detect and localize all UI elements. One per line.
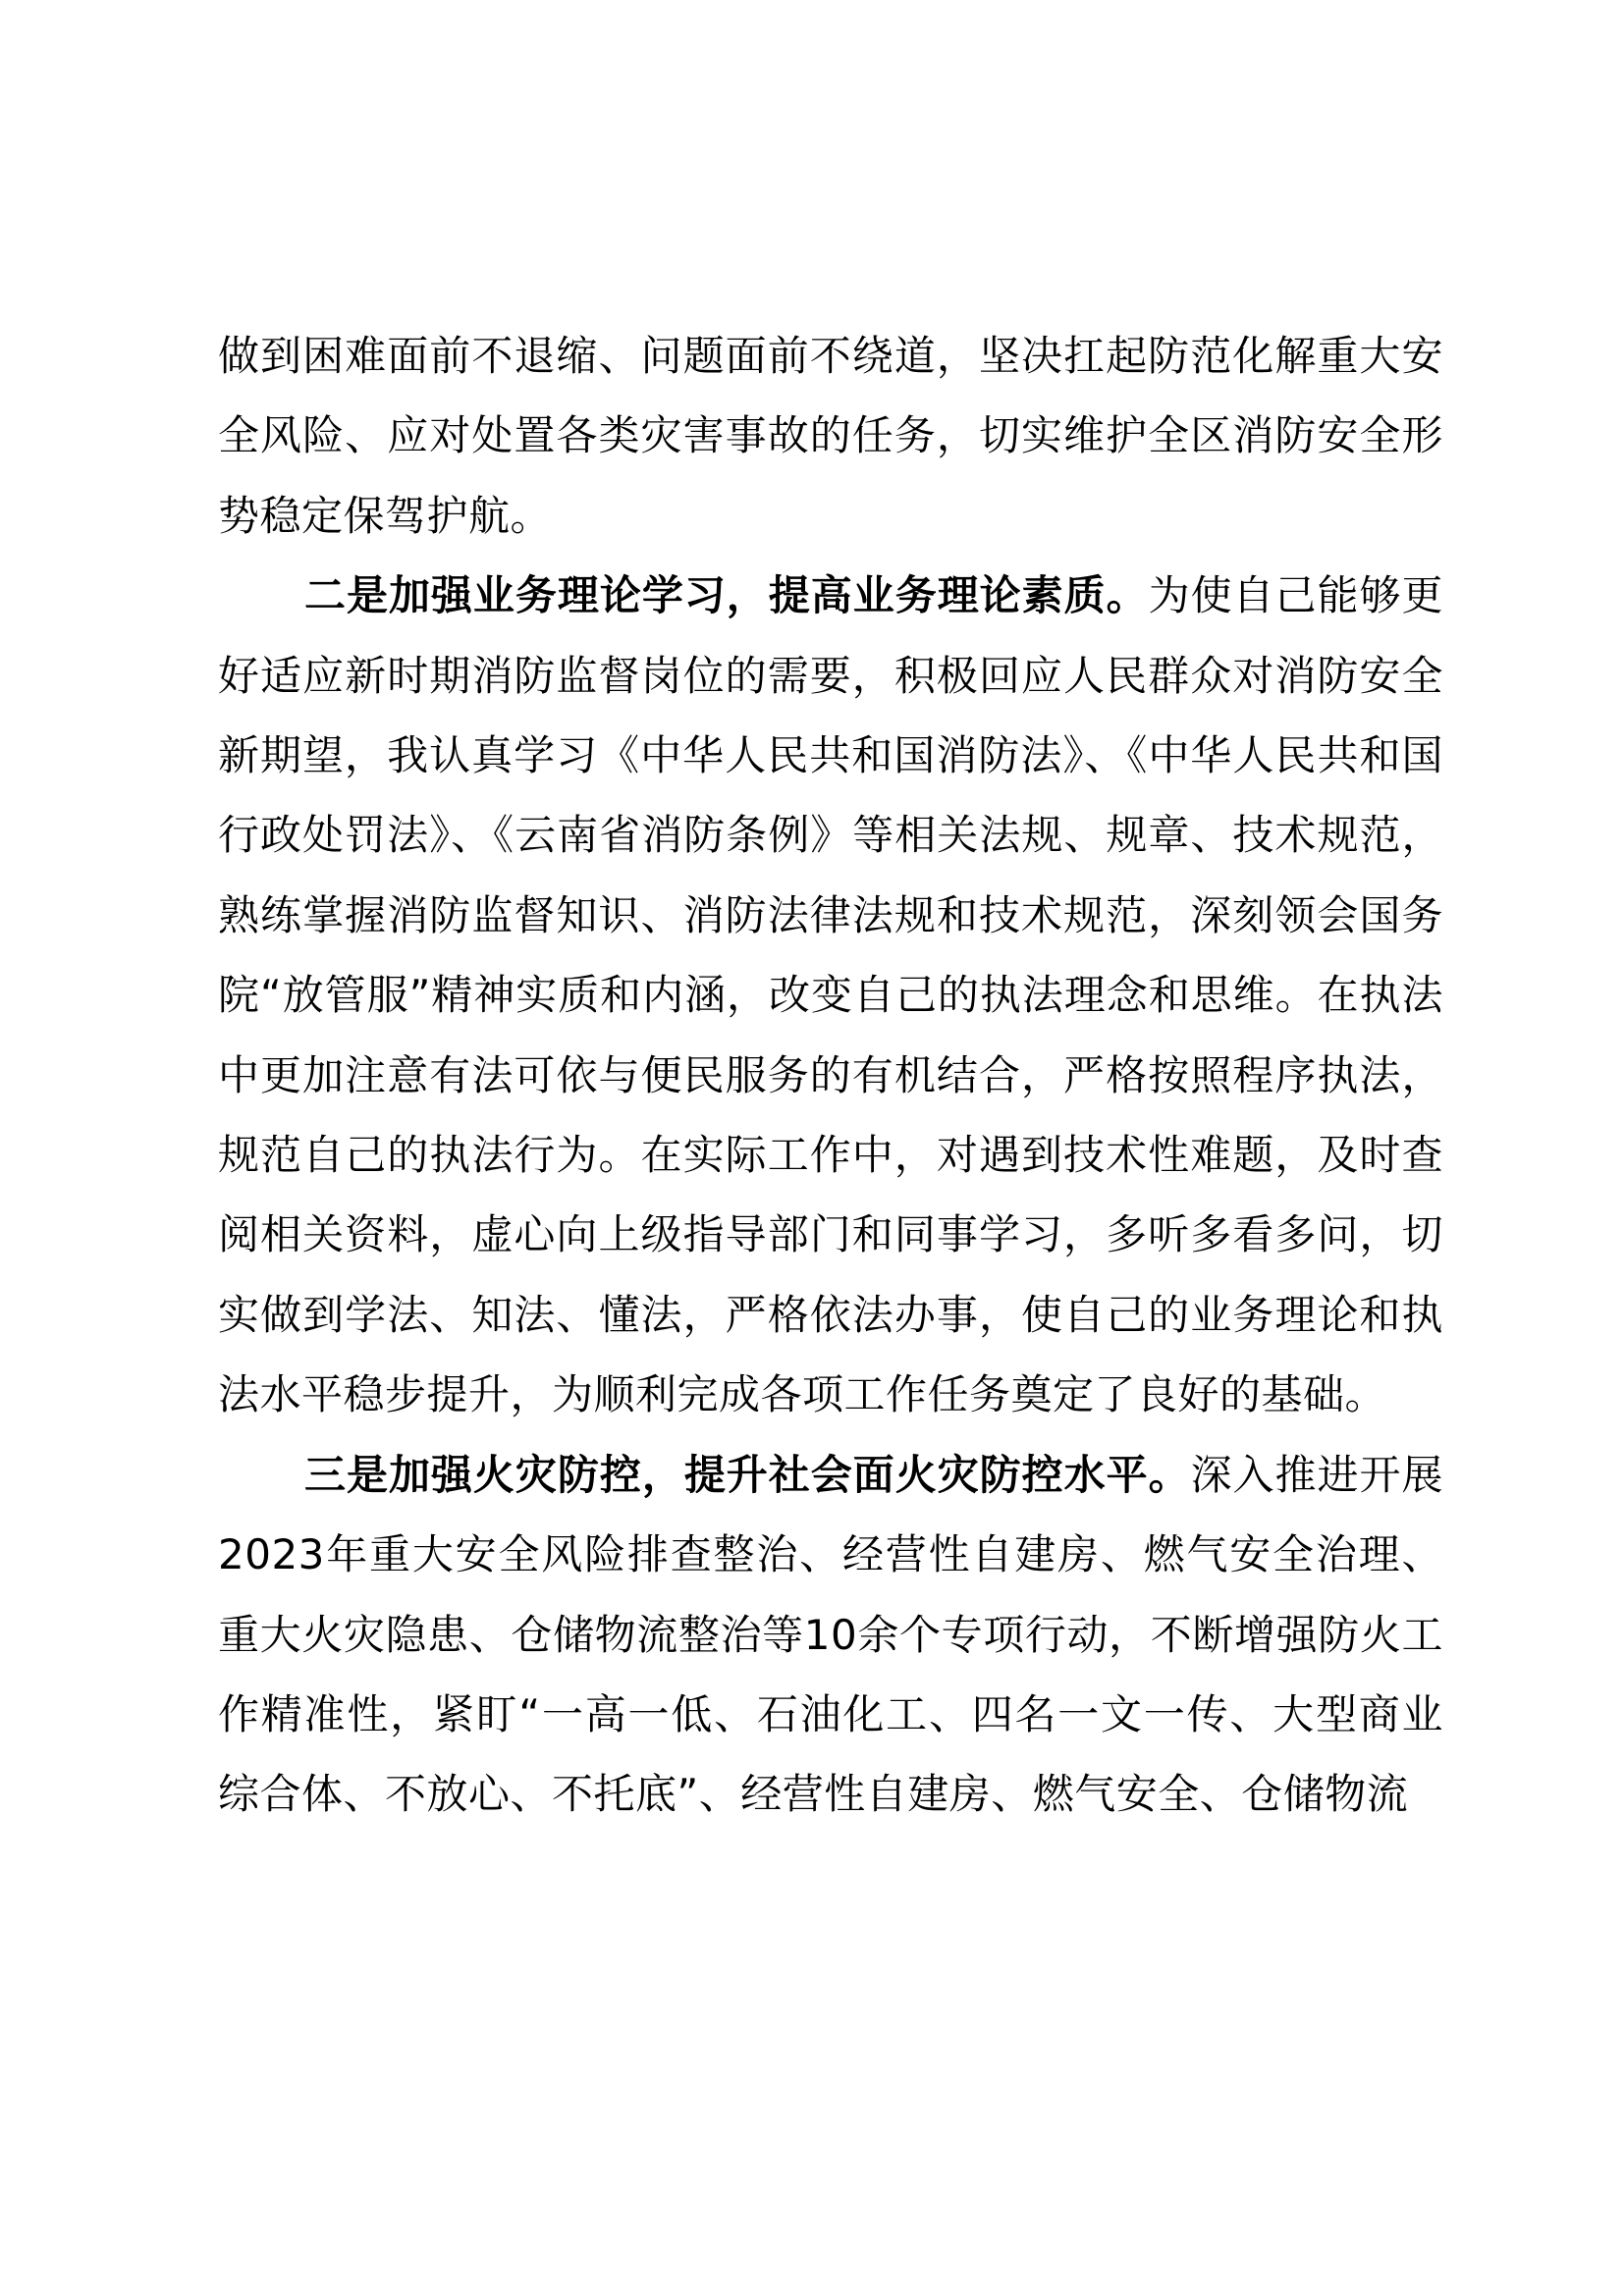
- paragraph-fire-prevention: [218, 1435, 1443, 1835]
- paragraph-continuation: [218, 316, 1443, 556]
- paragraph-heading: 二是加强业务理论学习，提高业务理论素质。: [304, 571, 1149, 620]
- paragraph-heading: 三是加强火灾防控，提升社会面火灾防控水平。: [304, 1450, 1191, 1499]
- document-page: [218, 316, 1443, 1835]
- paragraph-body: 为使自己能够更好适应新时期消防监督岗位的需要，积极回应人民群众对消防安全新期望，我认真学习《中华人民共和国消防法》、《中华人民共和国行政处罚法》、《云南省消防条例》等相关法规、规章、技术规范，熟练掌握消防监督知识、消防法律法规和技术规范，深刻领会国务院“放管服”精神实质和内涵，改变自己的执法理念和思维。在执法中更加注意有法可依与便民服务的有机结合，严格按照程序执法，规范自己的执法行为。在实际工作中，对遇到技术性难题，及时查阅相关资料，虚心向上级指导部门和同事学习，多听多看多问，切实做到学法、知法、懂法，严格依法办事，使自己的业务理论和执法水平稳步提升，为顺利完成各项工作任务奠定了良好的基础。: [218, 571, 1443, 1419]
- paragraph-body: 做到困难面前不退缩、问题面前不绕道，坚决扛起防范化解重大安全风险、应对处置各类灾害事故的任务，切实维护全区消防安全形势稳定保驾护航。: [218, 332, 1443, 540]
- paragraph-body: 深入推进开展2023年重大安全风险排查整治、经营性自建房、燃气安全治理、重大火灾隐患、仓储物流整治等10余个专项行动，不断增强防火工作精准性，紧盯“一高一低、石油化工、四名一文一传、大型商业综合体、不放心、不托底”、经营性自建房、燃气安全、仓储物流: [218, 1450, 1443, 1819]
- paragraph-business-study: [218, 556, 1443, 1434]
